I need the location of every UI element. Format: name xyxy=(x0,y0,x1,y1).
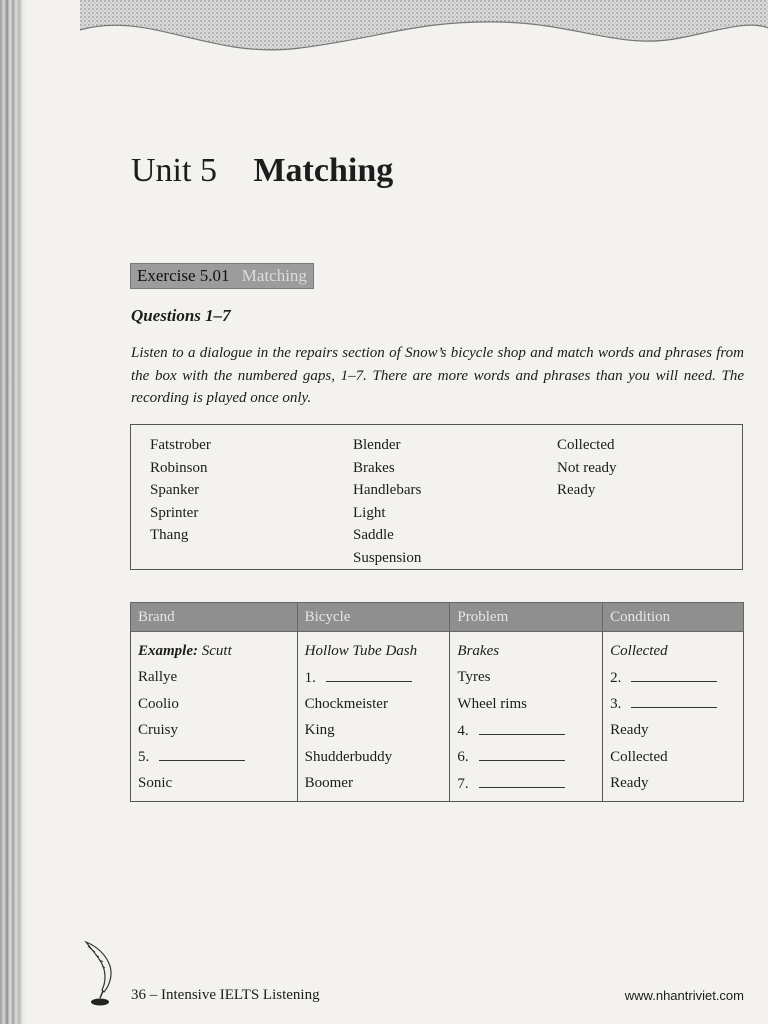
answer-gap-3[interactable] xyxy=(631,695,717,708)
word-item: Suspension xyxy=(353,549,422,566)
gap-number: 7. xyxy=(457,775,469,792)
word-box xyxy=(130,424,743,570)
table-row xyxy=(131,771,744,802)
footer-url: www.nhantriviet.com xyxy=(624,988,744,1003)
table-header-row xyxy=(131,603,744,632)
cell xyxy=(131,632,298,665)
cell: Coolio xyxy=(131,691,298,718)
word-item: Light xyxy=(353,504,386,521)
word-item: Ready xyxy=(557,482,596,499)
answer-gap-5[interactable] xyxy=(159,748,245,761)
cell xyxy=(603,665,744,692)
matching-table xyxy=(130,602,744,802)
cell xyxy=(450,771,603,802)
cell: Ready xyxy=(603,718,744,745)
cell: Cruisy xyxy=(131,718,298,745)
footer-page-info: 36 – Intensive IELTS Listening xyxy=(131,987,320,1003)
cell: Rallye xyxy=(131,665,298,692)
book-spine-shadow xyxy=(0,0,26,1024)
word-item: Robinson xyxy=(150,459,208,476)
word-item: Saddle xyxy=(353,527,394,544)
word-item: Not ready xyxy=(557,459,617,476)
table-row xyxy=(131,665,744,692)
word-item: Handlebars xyxy=(353,482,422,499)
header-problem: Problem xyxy=(450,603,603,632)
answer-gap-6[interactable] xyxy=(479,748,565,761)
gap-number: 1. xyxy=(304,669,316,686)
cell xyxy=(450,718,603,745)
word-column-3 xyxy=(557,434,617,502)
exercise-label: Exercise 5.01 xyxy=(137,266,230,285)
cell: Tyres xyxy=(450,665,603,692)
header-brand: Brand xyxy=(131,603,298,632)
cell: Boomer xyxy=(297,771,450,802)
cell: Ready xyxy=(603,771,744,802)
cell xyxy=(450,744,603,771)
cell xyxy=(131,744,298,771)
word-item: Collected xyxy=(557,437,615,453)
word-column-1 xyxy=(150,434,211,547)
decorative-wave-banner xyxy=(60,0,768,70)
table-row-example xyxy=(131,632,744,665)
cell: Sonic xyxy=(131,771,298,802)
answer-gap-2[interactable] xyxy=(631,669,717,682)
cell: Shudderbuddy xyxy=(297,744,450,771)
answer-gap-4[interactable] xyxy=(479,722,565,735)
gap-number: 6. xyxy=(457,749,469,766)
cell: Collected xyxy=(603,744,744,771)
answer-gap-7[interactable] xyxy=(479,775,565,788)
word-item: Blender xyxy=(353,437,401,453)
table-row xyxy=(131,744,744,771)
cell xyxy=(603,691,744,718)
gap-number: 4. xyxy=(457,722,469,739)
cell: King xyxy=(297,718,450,745)
cell xyxy=(297,665,450,692)
answer-gap-1[interactable] xyxy=(326,669,412,682)
cell: Hollow Tube Dash xyxy=(297,632,450,665)
quill-pen-icon xyxy=(82,940,122,1006)
unit-title xyxy=(131,152,393,190)
exercise-sub: Matching xyxy=(241,266,307,285)
word-item: Fatstrober xyxy=(150,437,211,453)
example-label: Example: xyxy=(138,642,198,659)
cell-text: Scutt xyxy=(201,642,232,659)
exercise-heading xyxy=(130,263,314,289)
cell: Brakes xyxy=(450,632,603,665)
instructions-text: Listen to a dialogue in the repairs section of Snow’s bicycle shop and match words and phrases from the box with the numbered gaps, 1–7. There are more words and phrases than you will need. The recording is played once only. xyxy=(131,345,744,406)
cell: Wheel rims xyxy=(450,691,603,718)
word-item: Brakes xyxy=(353,459,395,476)
header-condition: Condition xyxy=(603,603,744,632)
cell: Collected xyxy=(603,632,744,665)
table-row xyxy=(131,718,744,745)
word-column-2 xyxy=(353,434,421,570)
unit-name: Matching xyxy=(253,152,394,189)
word-item: Spanker xyxy=(150,482,200,499)
questions-heading: Questions 1–7 xyxy=(131,306,231,325)
word-item: Sprinter xyxy=(150,504,199,521)
gap-number: 3. xyxy=(610,696,622,713)
unit-number: Unit 5 xyxy=(131,152,217,189)
table-row xyxy=(131,691,744,718)
gap-number: 5. xyxy=(138,749,150,766)
gap-number: 2. xyxy=(610,669,622,686)
word-item: Thang xyxy=(150,527,189,544)
header-bicycle: Bicycle xyxy=(297,603,450,632)
cell: Chockmeister xyxy=(297,691,450,718)
